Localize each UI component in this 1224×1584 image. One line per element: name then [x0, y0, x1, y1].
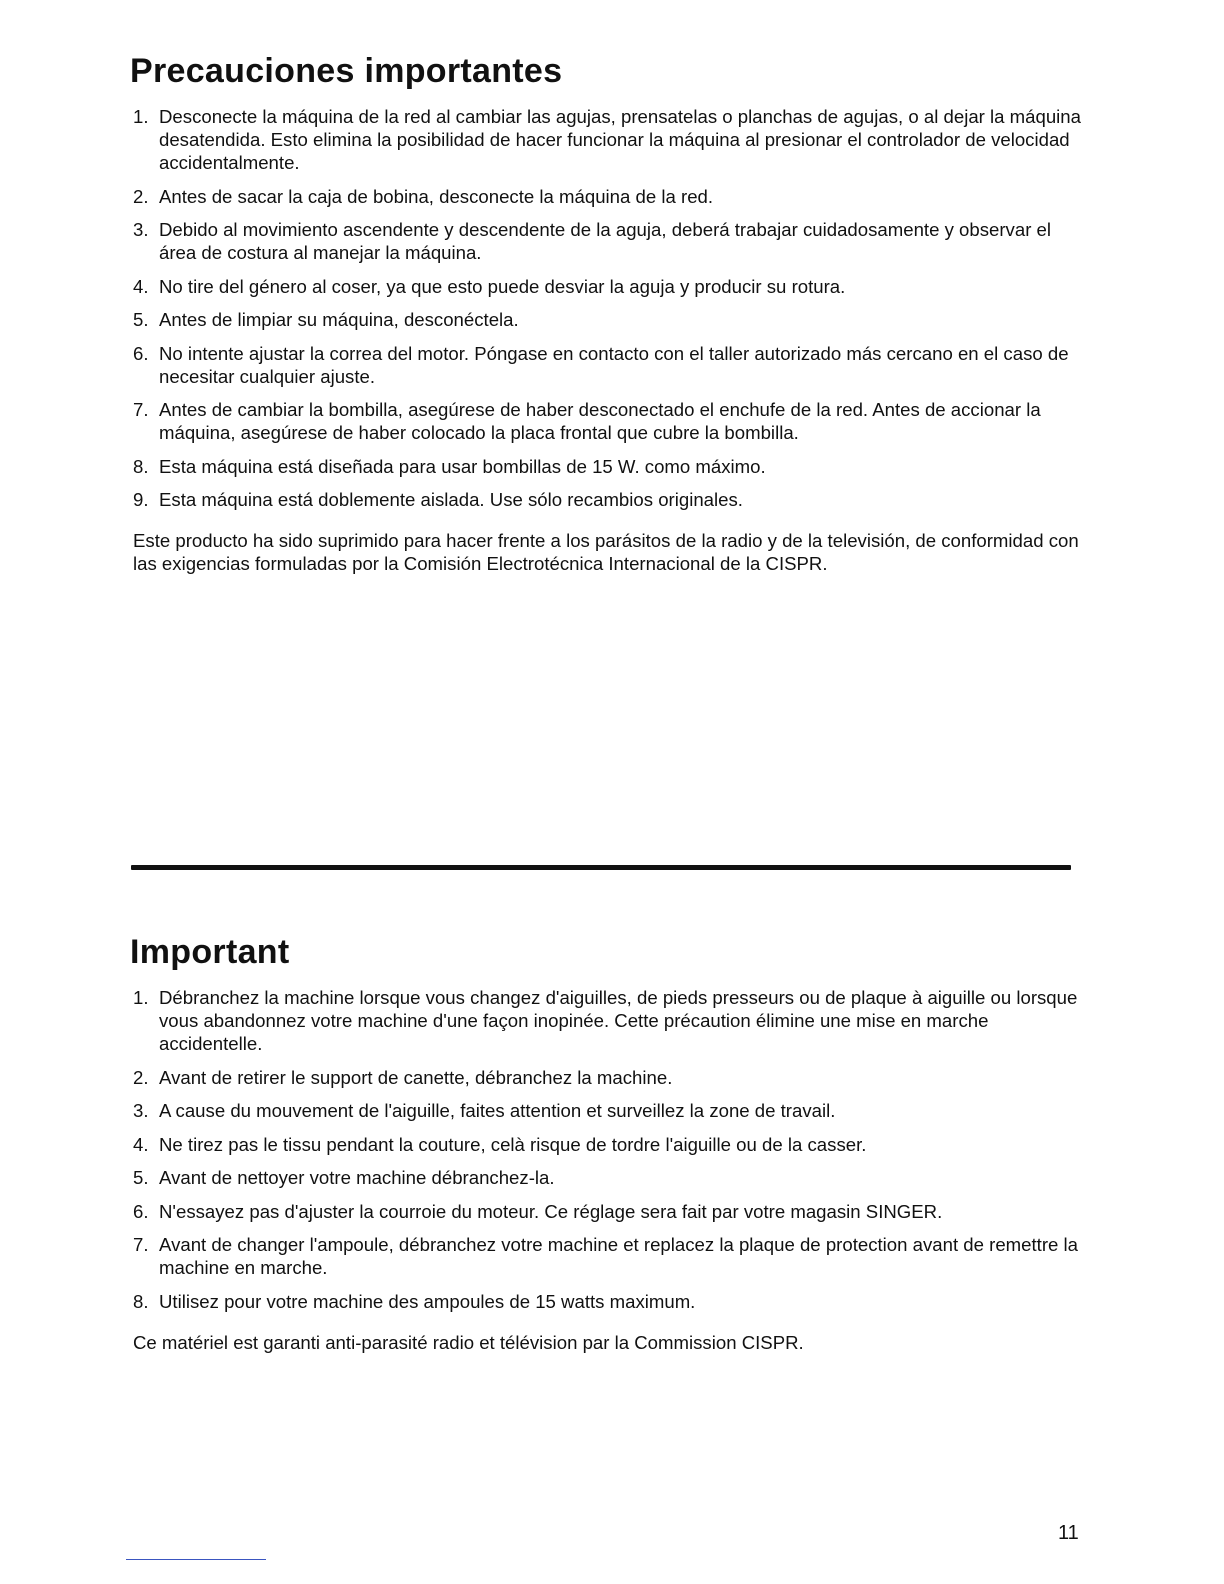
- list-item: [130, 1200, 1090, 1223]
- item-text: Antes de cambiar la bombilla, asegúrese de haber desconectado el enchufe de la red. Antes de accionar la máquina, asegúrese de haber colocado la placa frontal que cubre la bombilla.: [159, 399, 1041, 443]
- item-text: Esta máquina está diseñada para usar bombillas de 15 W. como máximo.: [159, 455, 766, 477]
- item-number: 7.: [133, 399, 149, 420]
- item-number: 1.: [133, 106, 149, 127]
- french-cispr-note: Ce matériel est garanti anti-parasité radio et télévision par la Commission CISPR.: [133, 1331, 804, 1353]
- item-number: 3.: [133, 219, 149, 240]
- item-number: 9.: [133, 489, 149, 510]
- item-text: Antes de limpiar su máquina, desconéctela.: [159, 309, 519, 330]
- list-item: [130, 986, 1090, 1055]
- item-number: 1.: [133, 987, 149, 1008]
- french-title: Important: [130, 933, 290, 971]
- item-number: 6.: [133, 342, 149, 364]
- item-number: 8.: [133, 455, 149, 477]
- list-item: [130, 488, 1090, 511]
- item-number: 4.: [133, 1133, 149, 1155]
- list-item: [130, 1233, 1090, 1279]
- item-text: Utilisez pour votre machine des ampoules de 15 watts maximum.: [159, 1290, 696, 1312]
- item-text: Debido al movimiento ascendente y descendente de la aguja, deberá trabajar cuidadosamente y observar el área de costura al manejar la máquina.: [159, 219, 1052, 263]
- list-item: [130, 342, 1090, 388]
- list-item: [130, 398, 1090, 444]
- list-item: [130, 185, 1090, 208]
- page-number: 11: [1058, 1522, 1079, 1544]
- list-item: [130, 1066, 1090, 1089]
- item-number: 4.: [133, 275, 149, 297]
- item-text: Ne tirez pas le tissu pendant la couture, celà risque de tordre l'aiguille ou de la casser.: [159, 1133, 867, 1155]
- item-text: Avant de retirer le support de canette, débranchez la machine.: [159, 1066, 673, 1088]
- list-item: [130, 1290, 1090, 1313]
- spanish-section: [130, 52, 1090, 575]
- spanish-title: Precauciones importantes: [130, 52, 563, 90]
- item-text: Avant de changer l'ampoule, débranchez votre machine et replacez la plaque de protection avant de remettre la machine en marche.: [159, 1234, 1079, 1278]
- item-text: Desconecte la máquina de la red al cambiar las agujas, prensatelas o planchas de agujas, o al dejar la máquina desatendida. Esto elimina la posibilidad de hacer funcionar la máquina al presionar el controlador de velocidad accidentalmente.: [159, 106, 1081, 173]
- item-text: No tire del género al coser, ya que esto puede desviar la aguja y producir su rotura.: [159, 275, 846, 297]
- list-item: [130, 1099, 1090, 1122]
- item-number: 2.: [133, 1066, 149, 1088]
- item-number: 5.: [133, 1167, 149, 1188]
- item-number: 7.: [133, 1234, 149, 1255]
- item-number: 3.: [133, 1100, 149, 1121]
- list-item: [130, 105, 1090, 174]
- list-item: [130, 455, 1090, 478]
- list-item: [130, 308, 1090, 331]
- french-precautions-list: [130, 986, 1090, 1313]
- list-item: [130, 275, 1090, 298]
- item-number: 2.: [133, 185, 149, 207]
- item-text: Débranchez la machine lorsque vous changez d'aiguilles, de pieds presseurs ou de plaque à aiguille ou lorsque vous abandonnez votre machine d'une façon inopinée. Cette précaution élimine une mise en marche accidentelle.: [159, 987, 1078, 1054]
- item-number: 8.: [133, 1290, 149, 1312]
- section-divider: [131, 865, 1071, 870]
- item-number: 6.: [133, 1200, 149, 1222]
- list-item: [130, 218, 1090, 264]
- spanish-precautions-list: [130, 105, 1090, 511]
- list-item: [130, 1133, 1090, 1156]
- item-text: N'essayez pas d'ajuster la courroie du moteur. Ce réglage sera fait par votre magasin SINGER.: [159, 1200, 943, 1222]
- list-item: [130, 1166, 1090, 1189]
- item-text: Esta máquina está doblemente aislada. Use sólo recambios originales.: [159, 489, 743, 510]
- item-text: Antes de sacar la caja de bobina, desconecte la máquina de la red.: [159, 185, 714, 207]
- item-number: 5.: [133, 309, 149, 330]
- item-text: Avant de nettoyer votre machine débranchez-la.: [159, 1167, 555, 1188]
- spanish-cispr-note: Este producto ha sido suprimido para hacer frente a los parásitos de la radio y de la televisión, de conformidad con las exigencias formuladas por la Comisión Electrotécnica Internacional de la CISPR.: [133, 530, 1079, 574]
- french-section: [130, 933, 1090, 1354]
- item-text: No intente ajustar la correa del motor. Póngase en contacto con el taller autorizado más cercano en el caso de necesitar cualquier ajuste.: [159, 342, 1069, 387]
- item-text: A cause du mouvement de l'aiguille, faites attention et surveillez la zone de travail.: [159, 1100, 836, 1121]
- scan-artifact-line: [126, 1559, 266, 1560]
